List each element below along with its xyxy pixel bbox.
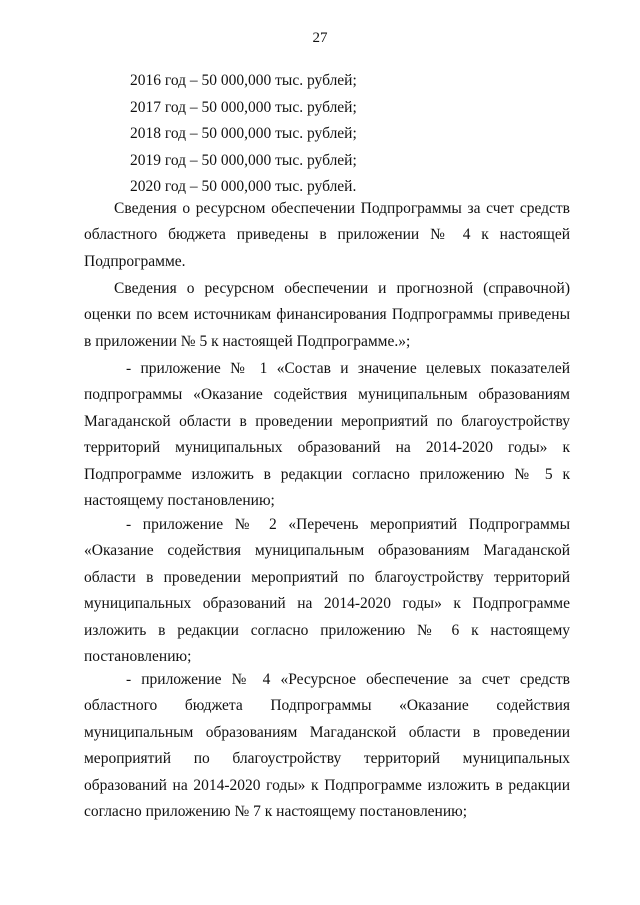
paragraph-appendix-2: - приложение № 2 «Перечень мероприятий Подпрограммы «Оказание содействия муниципальным образованиям Магаданской области в проведении мероприятий по благоустройству территорий муниципальных образований на 2014-2020 годы» к Подпрограмме изложить в редакции согласно приложению № 6 к настоящему постановлению;: [84, 516, 570, 666]
funding-year-2020: 2020 год – 50 000,000 тыс. рублей.: [130, 178, 357, 195]
paragraph-appendix-1: - приложение № 1 «Состав и значение целевых показателей подпрограммы «Оказание содействия муниципальным образованиям Магаданской области в проведении мероприятий по благоустройству территорий муниципальных образований на 2014-2020 годы» к Подпрограмме изложить в редакции согласно приложению № 5 к настоящему постановлению;: [84, 360, 570, 510]
funding-year-2019: 2019 год – 50 000,000 тыс. рублей;: [130, 151, 357, 169]
paragraph-regional-budget: Сведения о ресурсном обеспечении Подпрограммы за счет средств областного бюджета приведены в приложении № 4 к настоящей Подпрограмме.: [84, 200, 570, 270]
funding-year-2018: 2018 год – 50 000,000 тыс. рублей;: [130, 125, 357, 142]
funding-year-2017: 2017 год – 50 000,000 тыс. рублей;: [130, 98, 357, 116]
page-number: 27: [312, 30, 328, 46]
paragraph-all-sources: Сведения о ресурсном обеспечении и прогнозной (справочной) оценки по всем источникам финансирования Подпрограммы приведены в приложении № 5 к настоящей Подпрограмме.»;: [84, 280, 570, 350]
funding-by-year-list: [130, 68, 570, 201]
paragraph-appendix-4: - приложение № 4 «Ресурсное обеспечение за счет средств областного бюджета Подпрограммы «Оказание содействия муниципальным образованиям Магаданской области в проведении мероприятий по благоустройству территорий муниципальных образований на 2014-2020 годы» к Подпрограмме изложить в редакции согласно приложению № 7 к настоящему постановлению;: [84, 671, 570, 821]
funding-year-2016: 2016 год – 50 000,000 тыс. рублей;: [130, 72, 357, 89]
